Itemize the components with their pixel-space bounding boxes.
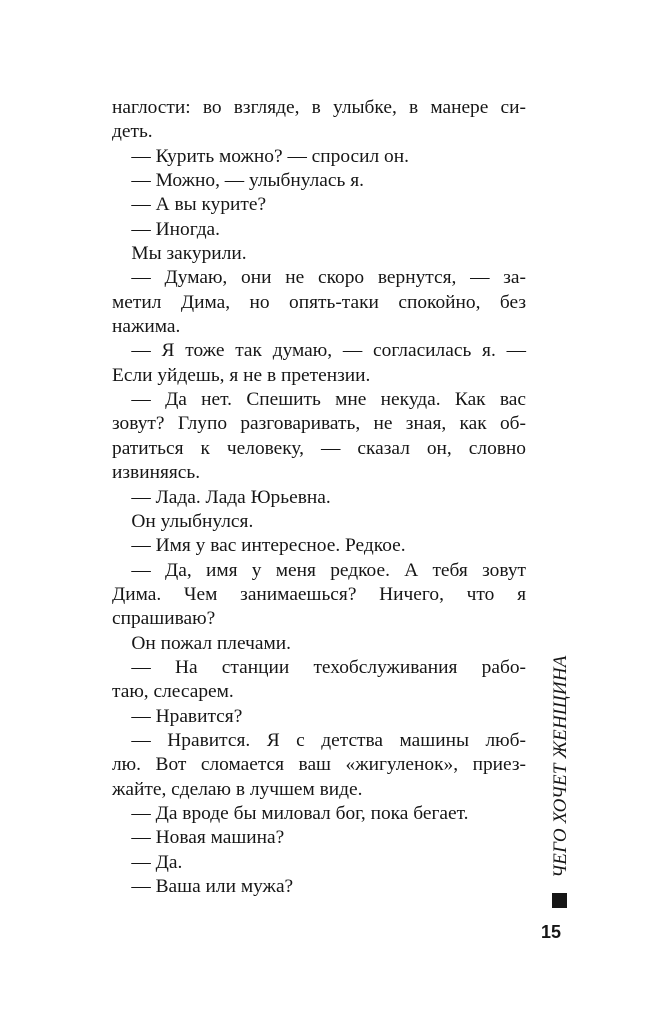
line-text: — Лада. Лада Юрьевна. — [131, 486, 331, 508]
line-text: — Я тоже так думаю, — согласилась я. — — [131, 340, 526, 362]
line-text: — Новая машина? — [131, 827, 285, 849]
line-text: метил Дима, но опять-таки спокойно, без — [112, 291, 526, 313]
page-number: 15 — [541, 922, 562, 942]
line-text: — Иногда. — [131, 218, 221, 240]
line-text: Мы закурили. — [131, 243, 247, 265]
text-line — [112, 412, 526, 436]
line-text: — Можно, — улыбнулась я. — [131, 170, 364, 192]
line-text: — А вы курите? — [131, 194, 267, 216]
text-line — [112, 242, 526, 266]
line-text: наглости: во взгляде, в улыбке, в манере си- — [112, 97, 526, 118]
line-text: лю. Вот сломается ваш «жигуленок», приез- — [112, 754, 526, 776]
line-text: спрашиваю? — [112, 608, 216, 630]
text-line — [112, 120, 526, 144]
text-line — [112, 437, 526, 461]
line-text: — Имя у вас интересное. Редкое. — [131, 535, 406, 557]
text-line — [112, 266, 526, 290]
running-header — [546, 655, 574, 912]
text-line — [112, 729, 526, 753]
text-line — [112, 145, 526, 169]
line-text: — Да. — [131, 851, 183, 873]
line-text: извиняясь. — [112, 462, 201, 484]
text-line — [112, 753, 526, 777]
text-line — [112, 291, 526, 315]
text-line — [112, 486, 526, 510]
text-line — [112, 778, 526, 802]
line-text: деть. — [112, 121, 153, 143]
line-text: — Нравится? — [131, 705, 243, 727]
text-line — [112, 534, 526, 558]
text-line — [112, 802, 526, 826]
line-text: Он улыбнулся. — [131, 510, 254, 532]
line-text: — Курить можно? — спросил он. — [131, 145, 409, 167]
text-line — [112, 364, 526, 388]
line-text: Если уйдешь, я не в претензии. — [112, 364, 371, 386]
line-text: — Ваша или мужа? — [131, 876, 294, 897]
line-text: — Думаю, они не скоро вернутся, — за- — [131, 267, 526, 289]
body-text — [112, 96, 526, 899]
text-line — [112, 96, 526, 120]
line-text: таю, слесарем. — [112, 681, 234, 703]
text-line — [112, 388, 526, 412]
running-title: ЧЕГО ХОЧЕТ ЖЕНЩИНА — [550, 655, 571, 878]
text-line — [112, 339, 526, 363]
text-line — [112, 461, 526, 485]
line-text: нажима. — [112, 316, 181, 338]
line-text: — Нравится. Я с детства машины люб- — [131, 729, 526, 751]
header-square-marker — [552, 893, 567, 908]
line-text: — Да, имя у меня редкое. А тебя зовут — [131, 559, 526, 581]
text-line — [112, 559, 526, 583]
text-line — [112, 218, 526, 242]
line-text: ратиться к человеку, — сказал он, словно — [112, 437, 526, 459]
line-text: — На станции техобслуживания рабо- — [131, 656, 526, 678]
text-line — [112, 680, 526, 704]
line-text: Он пожал плечами. — [131, 632, 291, 654]
text-line — [112, 583, 526, 607]
line-text: зовут? Глупо разговаривать, не зная, как об- — [112, 413, 526, 435]
line-text: Дима. Чем занимаешься? Ничего, что я — [112, 583, 526, 605]
text-line — [112, 875, 526, 899]
text-line — [112, 656, 526, 680]
text-line — [112, 632, 526, 656]
text-line — [112, 193, 526, 217]
line-text: — Да нет. Спешить мне некуда. Как вас — [131, 389, 526, 411]
line-text: жайте, сделаю в лучшем виде. — [112, 778, 363, 800]
text-line — [112, 315, 526, 339]
text-line — [112, 607, 526, 631]
text-line — [112, 705, 526, 729]
text-line — [112, 851, 526, 875]
text-line — [112, 169, 526, 193]
text-line — [112, 510, 526, 534]
line-text: — Да вроде бы миловал бог, пока бегает. — [131, 802, 469, 824]
text-line — [112, 826, 526, 850]
